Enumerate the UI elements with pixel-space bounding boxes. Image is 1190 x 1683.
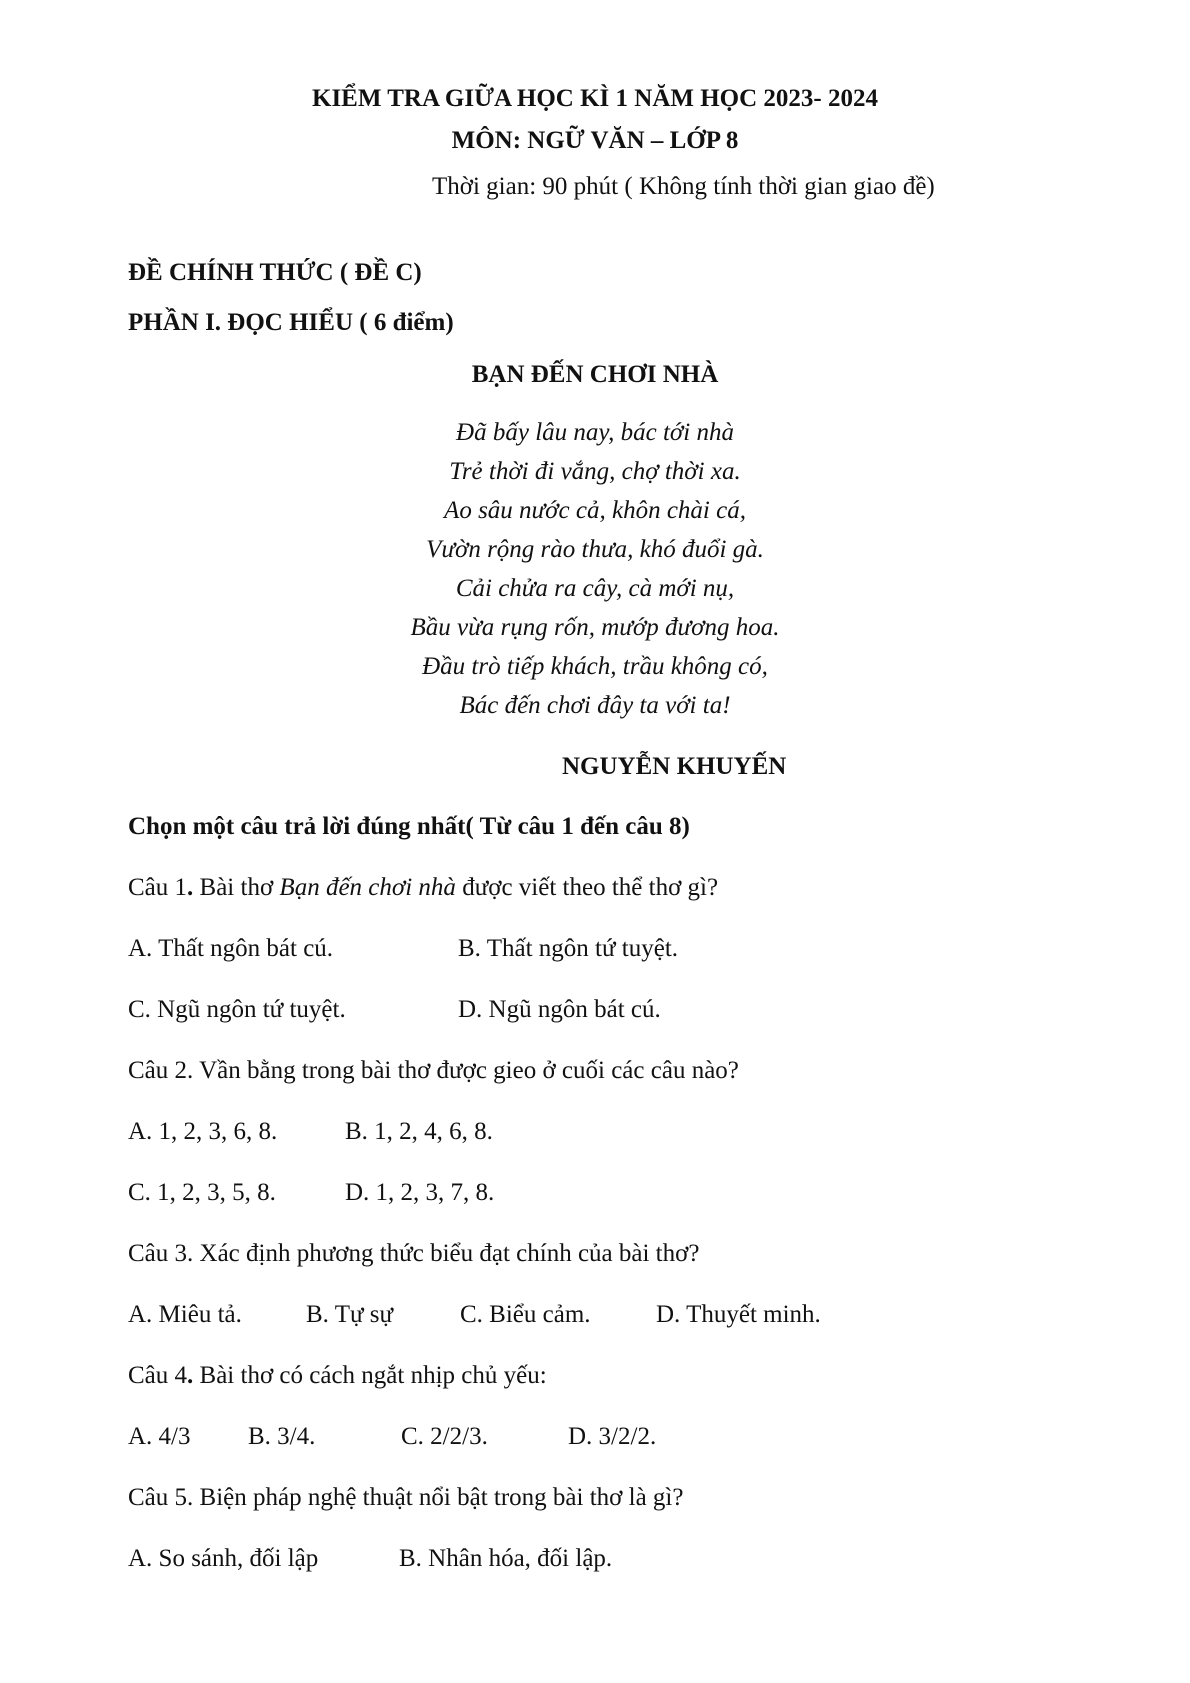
- section-1-heading: PHẦN I. ĐỌC HIỂU ( 6 điểm): [128, 309, 454, 336]
- question-2-option-d: D. 1, 2, 3, 7, 8.: [345, 1179, 495, 1206]
- question-2: Câu 2. Vần bằng trong bài thơ được gieo ở cuối các câu nào?: [128, 1057, 739, 1084]
- question-1-option-b: B. Thất ngôn tứ tuyệt.: [458, 935, 679, 962]
- question-1-pre: Bài thơ: [193, 874, 280, 901]
- question-1-option-d: D. Ngũ ngôn bát cú.: [458, 996, 661, 1023]
- poem-line: Bác đến chơi đây ta với ta!: [459, 692, 731, 719]
- question-1-post: được viết theo thể thơ gì?: [455, 874, 719, 901]
- question-5-option-a: A. So sánh, đối lập: [128, 1545, 319, 1572]
- question-1-option-c: C. Ngũ ngôn tứ tuyệt.: [128, 996, 346, 1023]
- exam-title: KIỂM TRA GIỮA HỌC KÌ 1 NĂM HỌC 2023- 2024: [312, 85, 878, 112]
- instruction: Chọn một câu trả lời đúng nhất( Từ câu 1 đến câu 8): [128, 813, 690, 840]
- question-4-text: Bài thơ có cách ngắt nhịp chủ yếu:: [193, 1362, 547, 1389]
- poem-line: Đã bấy lâu nay, bác tới nhà: [456, 419, 734, 446]
- question-1-prefix: Câu 1: [128, 874, 188, 901]
- question-4-dot: .: [187, 1362, 194, 1389]
- exam-subject: MÔN: NGỮ VĂN – LỚP 8: [451, 127, 739, 154]
- question-1-poem-name: Bạn đến chơi nhà: [279, 874, 456, 901]
- question-3: Câu 3. Xác định phương thức biểu đạt chính của bài thơ?: [128, 1240, 700, 1267]
- question-2-option-b: B. 1, 2, 4, 6, 8.: [345, 1118, 493, 1145]
- question-1: [128, 873, 718, 903]
- question-1-dot: .: [187, 874, 194, 901]
- poem-line: Trẻ thời đi vắng, chợ thời xa.: [449, 458, 741, 485]
- question-5: Câu 5. Biện pháp nghệ thuật nổi bật trong bài thơ là gì?: [128, 1484, 684, 1511]
- poem-line: Ao sâu nước cả, khôn chài cá,: [444, 497, 746, 524]
- poem-line: Đầu trò tiếp khách, trầu không có,: [422, 653, 768, 680]
- question-4-option-b: B. 3/4.: [248, 1423, 316, 1450]
- poem-line: Vườn rộng rào thưa, khó đuổi gà.: [426, 536, 764, 563]
- question-4-prefix: Câu 4: [128, 1362, 188, 1389]
- question-2-option-a: A. 1, 2, 3, 6, 8.: [128, 1118, 278, 1145]
- exam-time: Thời gian: 90 phút ( Không tính thời gian giao đề): [432, 173, 935, 200]
- poem-line: Cải chửa ra cây, cà mới nụ,: [455, 575, 735, 602]
- poem-author: NGUYỄN KHUYẾN: [562, 753, 787, 780]
- question-1-option-a: A. Thất ngôn bát cú.: [128, 935, 334, 962]
- question-3-option-c: C. Biểu cảm.: [460, 1301, 591, 1328]
- question-4-option-d: D. 3/2/2.: [568, 1423, 657, 1450]
- poem-title: BẠN ĐẾN CHƠI NHÀ: [471, 361, 719, 388]
- question-4-option-a: A. 4/3: [128, 1423, 191, 1450]
- question-4: [128, 1361, 547, 1391]
- question-3-option-d: D. Thuyết minh.: [656, 1301, 821, 1328]
- question-3-option-b: B. Tự sự: [306, 1301, 394, 1328]
- question-2-option-c: C. 1, 2, 3, 5, 8.: [128, 1179, 276, 1206]
- exam-code: ĐỀ CHÍNH THỨC ( ĐỀ C): [128, 259, 422, 286]
- question-5-option-b: B. Nhân hóa, đối lập.: [399, 1545, 613, 1572]
- poem-line: Bầu vừa rụng rốn, mướp đương hoa.: [410, 614, 780, 641]
- question-3-option-a: A. Miêu tả.: [128, 1301, 242, 1328]
- question-4-option-c: C. 2/2/3.: [401, 1423, 488, 1450]
